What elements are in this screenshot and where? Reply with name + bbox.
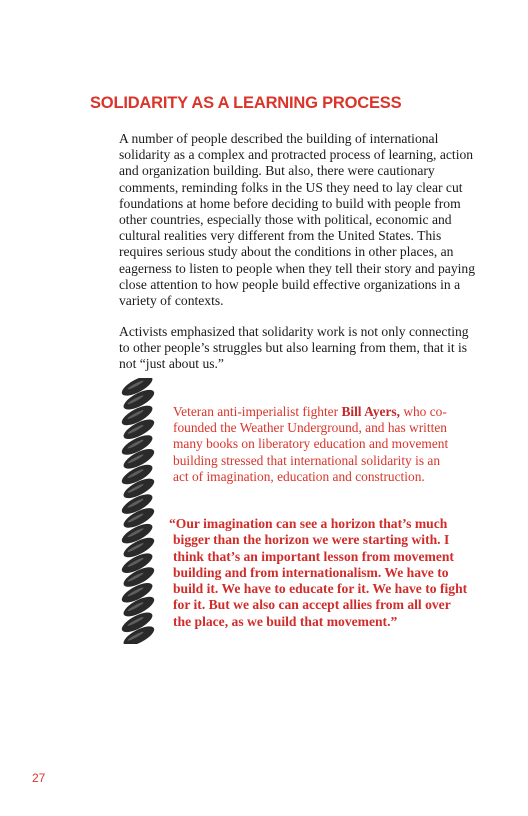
page-number: 27 <box>32 771 46 785</box>
body-paragraph-2: Activists emphasized that solidarity work is not only connecting to other people’s struggles but also learning from them, that it is not “just about us.” <box>119 324 469 372</box>
quote-intro-text-after: who co-founded the Weather Underground, and has written many books on liberatory education and movement building stressed that international solidarity is an act of imagination, education and construction. <box>173 404 449 484</box>
body-paragraph-1: A number of people described the building of international solidarity as a complex and protracted process of learning, action and organization building. But also, there were cautionary comments, reminding folks in the US they need to lay clear cut foundations at home before deciding to build with people from other countries, especially those with political, economic and cultural realities very different from the United States. This requires serious study about the conditions in other places, an eagerness to listen to people when they tell their story and paying close attention to how people build effective organizations in a variety of contexts. <box>119 131 475 309</box>
pull-quote: “Our imagination can see a horizon that’s much bigger than the horizon we were starting with. I think that’s an important lesson from movement building and from internationalism. We have to build it. We have to educate for it. We have to fight for it. But we also can accept allies from all over the place, as we build that movement.” <box>169 516 468 629</box>
quote-intro-text-before: Veteran anti-imperialist fighter <box>173 404 342 419</box>
rope-border-graphic <box>118 378 164 644</box>
section-heading: SOLIDARITY AS A LEARNING PROCESS <box>90 94 402 112</box>
quote-introduction <box>173 404 455 485</box>
quote-speaker-name: Bill Ayers, <box>341 404 400 419</box>
